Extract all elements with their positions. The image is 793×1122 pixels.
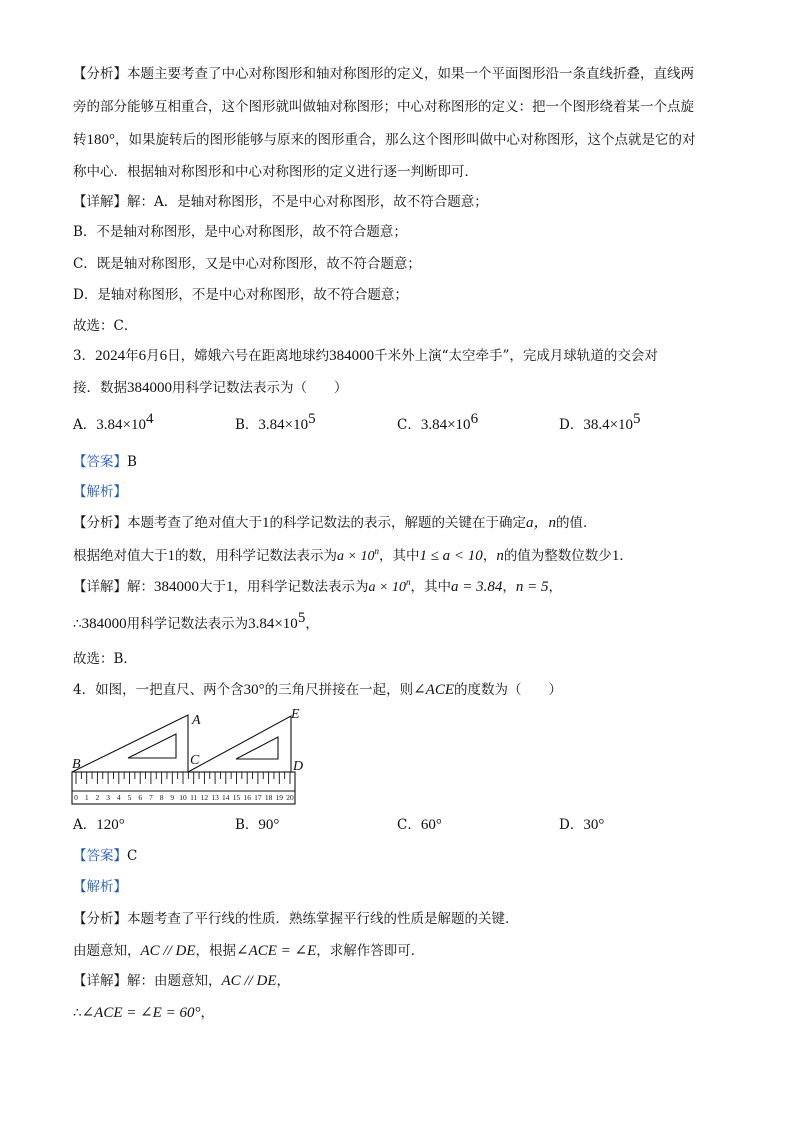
q2-analysis-line-3: 转180°，如果旋转后的图形能够与原来的图形重合，那么这个图形叫做中心对称图形，这个点就是它的对 [73,132,696,148]
q3-option-c: C．$3.84\times 10^6$ [397,411,479,433]
triangle-1-outer [72,715,188,772]
ruler-number: 5 [127,793,132,802]
ruler-number: 8 [159,793,164,802]
q4-option-c: C．60° [397,817,442,833]
q2-detail-c: C．既是轴对称图形，又是中心对称图形，故不符合题意； [73,256,421,272]
q2-detail-a: 【详解】解：A．是轴对称图形，不是中心对称图形，故不符合题意； [73,194,488,210]
q4-option-a: A．120° [73,817,125,833]
q3-detail-line-1: 【详解】解：384000大于1，用科学记数法表示为$a \times 10^n$，其中a = 3.84，n = 5， [73,577,562,595]
point-label-d: D [293,759,304,774]
q4-analysis-label: 【解析】 [73,879,127,895]
q2-detail-b: B．不是轴对称图形，是中心对称图形，故不符合题意； [73,224,407,240]
ruler-number: 13 [211,793,219,802]
q2-analysis-line-4: 称中心．根据轴对称图形和中心对称图形的定义进行逐一判断即可． [73,164,478,180]
q3-option-b: B．$3.84\times 10^5$ [235,411,316,433]
q4-detail-line-1: 【详解】解：由题意知，AC // DE， [73,973,290,989]
ruler-number: 1 [84,793,89,802]
q2-analysis-line-1: 【分析】本题主要考查了中心对称图形和轴对称图形的定义，如果一个平面图形沿一条直线折叠，直线两 [73,66,694,82]
q3-detail-line-2: ∴384000用科学记数法表示为$3.84\times 10^5$， [73,610,319,632]
q4-detail-line-2: ∴∠ACE = ∠E = 60°， [73,1005,214,1021]
q4-option-d: D．30° [559,817,605,833]
q3-option-a: A．$3.84\times 10^4$ [73,411,154,433]
point-label-e: E [291,707,300,722]
q4-answer: 【答案】C [73,848,138,864]
ruler-number: 3 [106,793,110,802]
ruler-number: 14 [222,793,230,802]
ruler-number: 11 [190,793,198,802]
q3-choose: 故选：B． [73,651,137,667]
ruler-number: 10 [179,793,187,802]
q4-analysis-line-2: 由题意知，AC // DE，根据∠ACE = ∠E，求解作答即可． [73,943,425,959]
point-label-a: A [192,713,201,728]
q3-analysis-line-2: 根据绝对值大于1的数，用科学记数法表示为$a \times 10^n$，其中1 ≤ a < 10，n的值为整数位数少1． [73,546,633,564]
q3-analysis-line-1: 【分析】本题考查了绝对值大于1的科学记数法的表示，解题的关键在于确定a，n的值． [73,515,597,531]
q3-answer: 【答案】B [73,454,137,470]
ruler-number: 16 [243,793,251,802]
triangle-2-inner [236,737,278,759]
ruler-number: 17 [254,793,262,802]
q3-stem-line-2: 接．数据384000用科学记数法表示为（ ） [73,380,348,396]
ruler-number: 12 [200,793,209,802]
ruler-number: 9 [170,793,175,802]
ruler-number: 2 [95,793,100,802]
q3-stem-line-1: 3．2024年6月6日，嫦娥六号在距离地球约384000千米外上演“太空牵手”，完成月球轨道的交会对 [73,348,658,364]
point-label-b: B [72,757,81,772]
ruler-number: 6 [138,793,143,802]
ruler-ticks [76,772,290,784]
ruler-number: 20 [286,793,294,802]
ruler-number: 7 [149,793,153,802]
q3-analysis-label: 【解析】 [73,484,127,500]
q2-detail-d: D．是轴对称图形，不是中心对称图形，故不符合题意； [73,287,408,303]
q4-figure [66,704,306,812]
q2-analysis-line-2: 旁的部分能够互相重合，这个图形就叫做轴对称图形；中心对称图形的定义：把一个图形绕着某一个点旋 [73,99,694,115]
ruler-number: 18 [264,793,273,802]
ruler-number: 4 [116,793,121,802]
q3-option-d: D．$38.4\times 10^5$ [559,411,641,433]
ruler-numbers [74,793,294,802]
ruler-number: 19 [275,793,284,802]
triangle-1-inner [128,734,176,758]
q4-analysis-line-1: 【分析】本题考查了平行线的性质．熟练掌握平行线的性质是解题的关键． [73,911,519,927]
ruler-number: 0 [74,793,78,802]
triangle-2-outer [188,716,291,772]
q4-option-b: B．90° [235,817,280,833]
q4-stem: 4．如图，一把直尺、两个含30°的三角尺拼接在一起，则∠ACE的度数为（ ） [73,682,562,698]
q2-choose: 故选：C． [73,318,138,334]
point-label-c: C [190,753,200,768]
ruler-number: 15 [232,793,241,802]
